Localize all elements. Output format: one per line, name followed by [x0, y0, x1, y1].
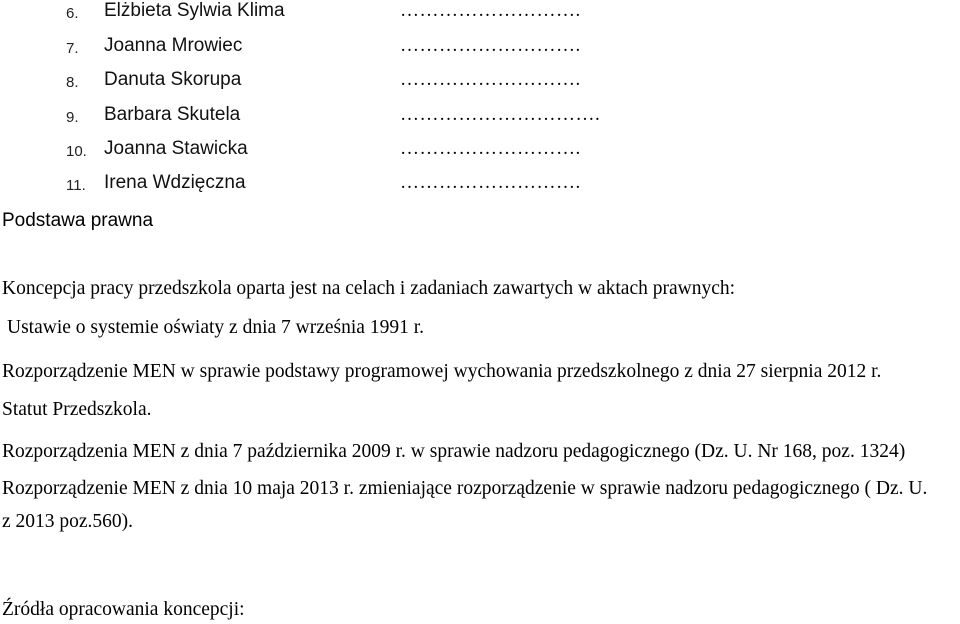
signature-dots: ……………………….	[400, 0, 581, 21]
signatory-number: 8.	[66, 74, 79, 91]
section-title: Podstawa prawna	[2, 210, 154, 231]
signature-dots: ……………………….	[400, 172, 581, 193]
intro-paragraph: Koncepcja pracy przedszkola oparta jest na celach i zadaniach zawartych w aktach prawnych:	[2, 278, 736, 299]
signatory-number: 9.	[66, 109, 79, 126]
signature-dots: ……………………….	[400, 35, 581, 56]
signatory-name: Elżbieta Sylwia Klima	[104, 0, 285, 21]
signature-dots: ……………………….	[400, 69, 581, 90]
signatory-name: Danuta Skorupa	[104, 69, 242, 90]
signatory-name: Joanna Stawicka	[104, 138, 248, 159]
signatory-row	[0, 138, 960, 172]
signatory-name: Barbara Skutela	[104, 104, 241, 125]
signatory-row	[0, 35, 960, 69]
signatory-number: 6.	[66, 5, 79, 22]
signatory-number: 7.	[66, 40, 79, 57]
legal-act-item: Rozporządzenie MEN w sprawie podstawy programowej wychowania przedszkolnego z dnia 27 sierpnia 2012 r.	[2, 361, 882, 382]
signatory-row	[0, 172, 960, 206]
signatory-row	[0, 104, 960, 138]
signatory-number: 10.	[66, 143, 87, 160]
signatory-row	[0, 69, 960, 103]
legal-act-item: Statut Przedszkola.	[2, 399, 152, 420]
legal-act-item: Rozporządzenia MEN z dnia 7 października 2009 r. w sprawie nadzoru pedagogicznego (Dz. U. Nr 168, poz. 1324)	[2, 441, 906, 462]
signature-dots: ………………………….	[400, 104, 601, 125]
legal-act-item: Rozporządzenie MEN z dnia 10 maja 2013 r. zmieniające rozporządzenie w sprawie nadzoru pedagogicznego ( Dz. U.	[2, 478, 928, 499]
legal-act-item: Ustawie o systemie oświaty z dnia 7 września 1991 r.	[7, 317, 424, 338]
sources-heading: Źródła opracowania koncepcji:	[2, 599, 245, 620]
signatory-name: Irena Wdzięczna	[104, 172, 246, 193]
signatory-row	[0, 0, 960, 34]
signatory-number: 11.	[66, 177, 86, 194]
signatory-name: Joanna Mrowiec	[104, 35, 243, 56]
legal-act-item: z 2013 poz.560).	[2, 511, 134, 532]
signature-dots: ……………………….	[400, 138, 581, 159]
